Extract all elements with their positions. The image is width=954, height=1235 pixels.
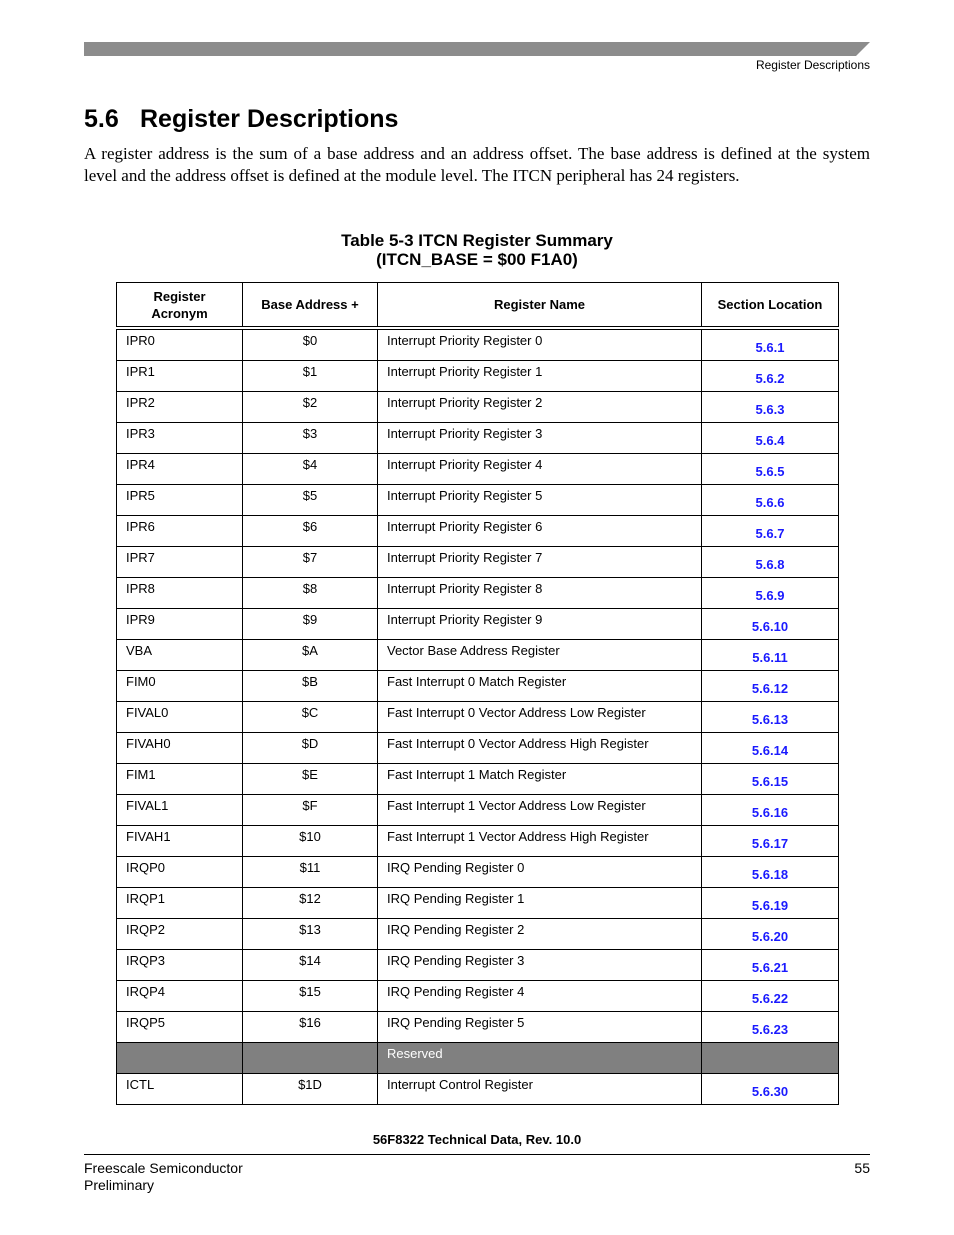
table-row bbox=[117, 981, 839, 1012]
cell-section-location bbox=[702, 361, 839, 392]
table-row bbox=[117, 795, 839, 826]
intro-paragraph: A register address is the sum of a base address and an address offset. The base address is defined at the system level and the address offset is defined at the module level. The ITCN peripheral has 24 registers. bbox=[84, 144, 870, 185]
cell-base-address: $D bbox=[243, 733, 378, 764]
table-row bbox=[117, 857, 839, 888]
section-link[interactable]: 5.6.8 bbox=[755, 557, 785, 572]
cell-section-location bbox=[702, 547, 839, 578]
cell-register-name: IRQ Pending Register 2 bbox=[378, 919, 702, 950]
cell-section-location bbox=[702, 826, 839, 857]
cell-base-address: $3 bbox=[243, 423, 378, 454]
cell-acronym: IPR4 bbox=[117, 454, 243, 485]
cell-section-location bbox=[702, 485, 839, 516]
cell-acronym: ICTL bbox=[117, 1074, 243, 1105]
cell-register-name: IRQ Pending Register 0 bbox=[378, 857, 702, 888]
cell-register-name: IRQ Pending Register 4 bbox=[378, 981, 702, 1012]
table-row bbox=[117, 826, 839, 857]
cell-acronym bbox=[117, 1043, 243, 1074]
cell-base-address: $1D bbox=[243, 1074, 378, 1105]
cell-base-address: $F bbox=[243, 795, 378, 826]
cell-base-address bbox=[243, 1043, 378, 1074]
cell-register-name: Interrupt Priority Register 4 bbox=[378, 454, 702, 485]
table-row bbox=[117, 485, 839, 516]
table-row bbox=[117, 578, 839, 609]
cell-base-address: $0 bbox=[243, 328, 378, 361]
cell-section-location bbox=[702, 764, 839, 795]
section-link[interactable]: 5.6.10 bbox=[751, 619, 789, 634]
cell-section-location bbox=[702, 950, 839, 981]
section-link[interactable]: 5.6.18 bbox=[751, 867, 789, 882]
cell-register-name: IRQ Pending Register 5 bbox=[378, 1012, 702, 1043]
cell-acronym: IRQP1 bbox=[117, 888, 243, 919]
section-link[interactable]: 5.6.22 bbox=[751, 991, 789, 1006]
header-acronym-line1: Register bbox=[153, 288, 206, 304]
cell-base-address: $A bbox=[243, 640, 378, 671]
header-base-address: Base Address + bbox=[243, 283, 378, 329]
cell-register-name: Interrupt Priority Register 0 bbox=[378, 328, 702, 361]
cell-section-location bbox=[702, 857, 839, 888]
cell-acronym: FIVAH0 bbox=[117, 733, 243, 764]
table-row bbox=[117, 671, 839, 702]
table-row bbox=[117, 919, 839, 950]
table-caption-subtitle: (ITCN_BASE = $00 F1A0) bbox=[376, 250, 578, 269]
header-acronym bbox=[117, 283, 243, 329]
cell-acronym: FIVAH1 bbox=[117, 826, 243, 857]
cell-base-address: $6 bbox=[243, 516, 378, 547]
cell-section-location bbox=[702, 733, 839, 764]
table-row bbox=[117, 516, 839, 547]
table-caption-title: Table 5-3 ITCN Register Summary bbox=[341, 231, 613, 250]
section-link[interactable]: 5.6.5 bbox=[755, 464, 785, 479]
footer-divider bbox=[84, 1154, 870, 1155]
cell-base-address: $13 bbox=[243, 919, 378, 950]
cell-acronym: IRQP4 bbox=[117, 981, 243, 1012]
section-link[interactable]: 5.6.7 bbox=[755, 526, 785, 541]
table-row bbox=[117, 392, 839, 423]
cell-base-address: $7 bbox=[243, 547, 378, 578]
section-link[interactable]: 5.6.21 bbox=[751, 960, 789, 975]
cell-acronym: IPR6 bbox=[117, 516, 243, 547]
cell-base-address: $C bbox=[243, 702, 378, 733]
table-row bbox=[117, 1012, 839, 1043]
section-link[interactable]: 5.6.23 bbox=[751, 1022, 789, 1037]
cell-section-location bbox=[702, 1012, 839, 1043]
cell-register-name: IRQ Pending Register 3 bbox=[378, 950, 702, 981]
cell-section-location bbox=[702, 328, 839, 361]
section-link[interactable]: 5.6.6 bbox=[755, 495, 785, 510]
section-link[interactable]: 5.6.19 bbox=[751, 898, 789, 913]
table-header-row bbox=[117, 283, 839, 329]
footer-left bbox=[84, 1160, 243, 1194]
cell-section-location bbox=[702, 516, 839, 547]
cell-section-location bbox=[702, 981, 839, 1012]
cell-register-name: Reserved bbox=[378, 1043, 702, 1074]
cell-acronym: IPR2 bbox=[117, 392, 243, 423]
cell-section-location bbox=[702, 702, 839, 733]
cell-base-address: $5 bbox=[243, 485, 378, 516]
cell-acronym: IRQP5 bbox=[117, 1012, 243, 1043]
cell-section-location bbox=[702, 1043, 839, 1074]
cell-base-address: $14 bbox=[243, 950, 378, 981]
section-link[interactable]: 5.6.11 bbox=[752, 650, 788, 665]
header-bar bbox=[84, 42, 870, 56]
cell-acronym: IRQP0 bbox=[117, 857, 243, 888]
table-row bbox=[117, 733, 839, 764]
section-link[interactable]: 5.6.17 bbox=[751, 836, 789, 851]
cell-section-location bbox=[702, 578, 839, 609]
section-number: 5.6 bbox=[84, 105, 119, 133]
cell-acronym: IPR1 bbox=[117, 361, 243, 392]
cell-register-name: Interrupt Priority Register 3 bbox=[378, 423, 702, 454]
cell-register-name: Interrupt Priority Register 9 bbox=[378, 609, 702, 640]
table-body bbox=[117, 328, 839, 1105]
cell-register-name: Fast Interrupt 1 Match Register bbox=[378, 764, 702, 795]
cell-register-name: Fast Interrupt 0 Vector Address Low Register bbox=[378, 702, 702, 733]
section-title: Register Descriptions bbox=[140, 105, 399, 133]
cell-base-address: $11 bbox=[243, 857, 378, 888]
register-summary-table bbox=[116, 282, 839, 1105]
cell-register-name: Interrupt Control Register bbox=[378, 1074, 702, 1105]
cell-acronym: IPR9 bbox=[117, 609, 243, 640]
cell-acronym: IRQP2 bbox=[117, 919, 243, 950]
cell-acronym: VBA bbox=[117, 640, 243, 671]
cell-section-location bbox=[702, 454, 839, 485]
table-row bbox=[117, 423, 839, 454]
section-link[interactable]: 5.6.15 bbox=[751, 774, 789, 789]
cell-base-address: $B bbox=[243, 671, 378, 702]
cell-section-location bbox=[702, 795, 839, 826]
cell-acronym: FIM0 bbox=[117, 671, 243, 702]
section-link[interactable]: 5.6.30 bbox=[751, 1084, 789, 1099]
cell-section-location bbox=[702, 1074, 839, 1105]
table-row bbox=[117, 950, 839, 981]
cell-section-location bbox=[702, 609, 839, 640]
section-link[interactable]: 5.6.9 bbox=[755, 588, 785, 603]
cell-register-name: Interrupt Priority Register 8 bbox=[378, 578, 702, 609]
section-link[interactable]: 5.6.13 bbox=[751, 712, 789, 727]
cell-base-address: $10 bbox=[243, 826, 378, 857]
cell-base-address: $16 bbox=[243, 1012, 378, 1043]
table-row bbox=[117, 888, 839, 919]
table-row bbox=[117, 1074, 839, 1105]
cell-register-name: IRQ Pending Register 1 bbox=[378, 888, 702, 919]
cell-section-location bbox=[702, 640, 839, 671]
cell-base-address: $15 bbox=[243, 981, 378, 1012]
cell-register-name: Fast Interrupt 0 Match Register bbox=[378, 671, 702, 702]
section-link[interactable]: 5.6.4 bbox=[755, 433, 785, 448]
cell-register-name: Interrupt Priority Register 1 bbox=[378, 361, 702, 392]
header-section-location: Section Location bbox=[702, 283, 839, 329]
header-register-name: Register Name bbox=[378, 283, 702, 329]
cell-register-name: Interrupt Priority Register 7 bbox=[378, 547, 702, 578]
section-link[interactable]: 5.6.2 bbox=[755, 371, 785, 386]
cell-section-location bbox=[702, 919, 839, 950]
cell-acronym: FIVAL1 bbox=[117, 795, 243, 826]
cell-register-name: Fast Interrupt 0 Vector Address High Register bbox=[378, 733, 702, 764]
cell-acronym: IPR3 bbox=[117, 423, 243, 454]
cell-acronym: IPR7 bbox=[117, 547, 243, 578]
cell-section-location bbox=[702, 392, 839, 423]
cell-acronym: IPR5 bbox=[117, 485, 243, 516]
cell-base-address: $1 bbox=[243, 361, 378, 392]
footer-company: Freescale Semiconductor bbox=[84, 1160, 243, 1176]
cell-base-address: $E bbox=[243, 764, 378, 795]
table-row bbox=[117, 454, 839, 485]
cell-acronym: FIM1 bbox=[117, 764, 243, 795]
section-heading bbox=[84, 104, 398, 134]
table-row bbox=[117, 609, 839, 640]
cell-section-location bbox=[702, 671, 839, 702]
cell-register-name: Interrupt Priority Register 5 bbox=[378, 485, 702, 516]
cell-acronym: IPR8 bbox=[117, 578, 243, 609]
section-link[interactable]: 5.6.1 bbox=[755, 340, 785, 355]
table-caption bbox=[84, 231, 870, 269]
section-link[interactable]: 5.6.3 bbox=[755, 402, 785, 417]
section-link[interactable]: 5.6.20 bbox=[751, 929, 789, 944]
cell-section-location bbox=[702, 423, 839, 454]
cell-base-address: $4 bbox=[243, 454, 378, 485]
cell-section-location bbox=[702, 888, 839, 919]
cell-register-name: Interrupt Priority Register 2 bbox=[378, 392, 702, 423]
table-row bbox=[117, 702, 839, 733]
running-head: Register Descriptions bbox=[755, 58, 870, 72]
cell-acronym: IRQP3 bbox=[117, 950, 243, 981]
cell-register-name: Fast Interrupt 1 Vector Address Low Register bbox=[378, 795, 702, 826]
table-row bbox=[117, 547, 839, 578]
cell-base-address: $9 bbox=[243, 609, 378, 640]
cell-register-name: Fast Interrupt 1 Vector Address High Register bbox=[378, 826, 702, 857]
table-row-reserved bbox=[117, 1043, 839, 1074]
section-link[interactable]: 5.6.12 bbox=[751, 681, 789, 696]
page-number: 55 bbox=[854, 1160, 870, 1176]
cell-acronym: FIVAL0 bbox=[117, 702, 243, 733]
cell-register-name: Interrupt Priority Register 6 bbox=[378, 516, 702, 547]
section-link[interactable]: 5.6.14 bbox=[751, 743, 789, 758]
cell-base-address: $8 bbox=[243, 578, 378, 609]
header-acronym-line2: Acronym bbox=[151, 305, 208, 321]
cell-acronym: IPR0 bbox=[117, 328, 243, 361]
cell-base-address: $12 bbox=[243, 888, 378, 919]
footer-status: Preliminary bbox=[84, 1177, 155, 1193]
section-link[interactable]: 5.6.16 bbox=[751, 805, 789, 820]
table-row bbox=[117, 640, 839, 671]
table-row bbox=[117, 328, 839, 361]
footer-document-title: 56F8322 Technical Data, Rev. 10.0 bbox=[372, 1132, 582, 1147]
table-row bbox=[117, 361, 839, 392]
cell-register-name: Vector Base Address Register bbox=[378, 640, 702, 671]
cell-base-address: $2 bbox=[243, 392, 378, 423]
table-row bbox=[117, 764, 839, 795]
